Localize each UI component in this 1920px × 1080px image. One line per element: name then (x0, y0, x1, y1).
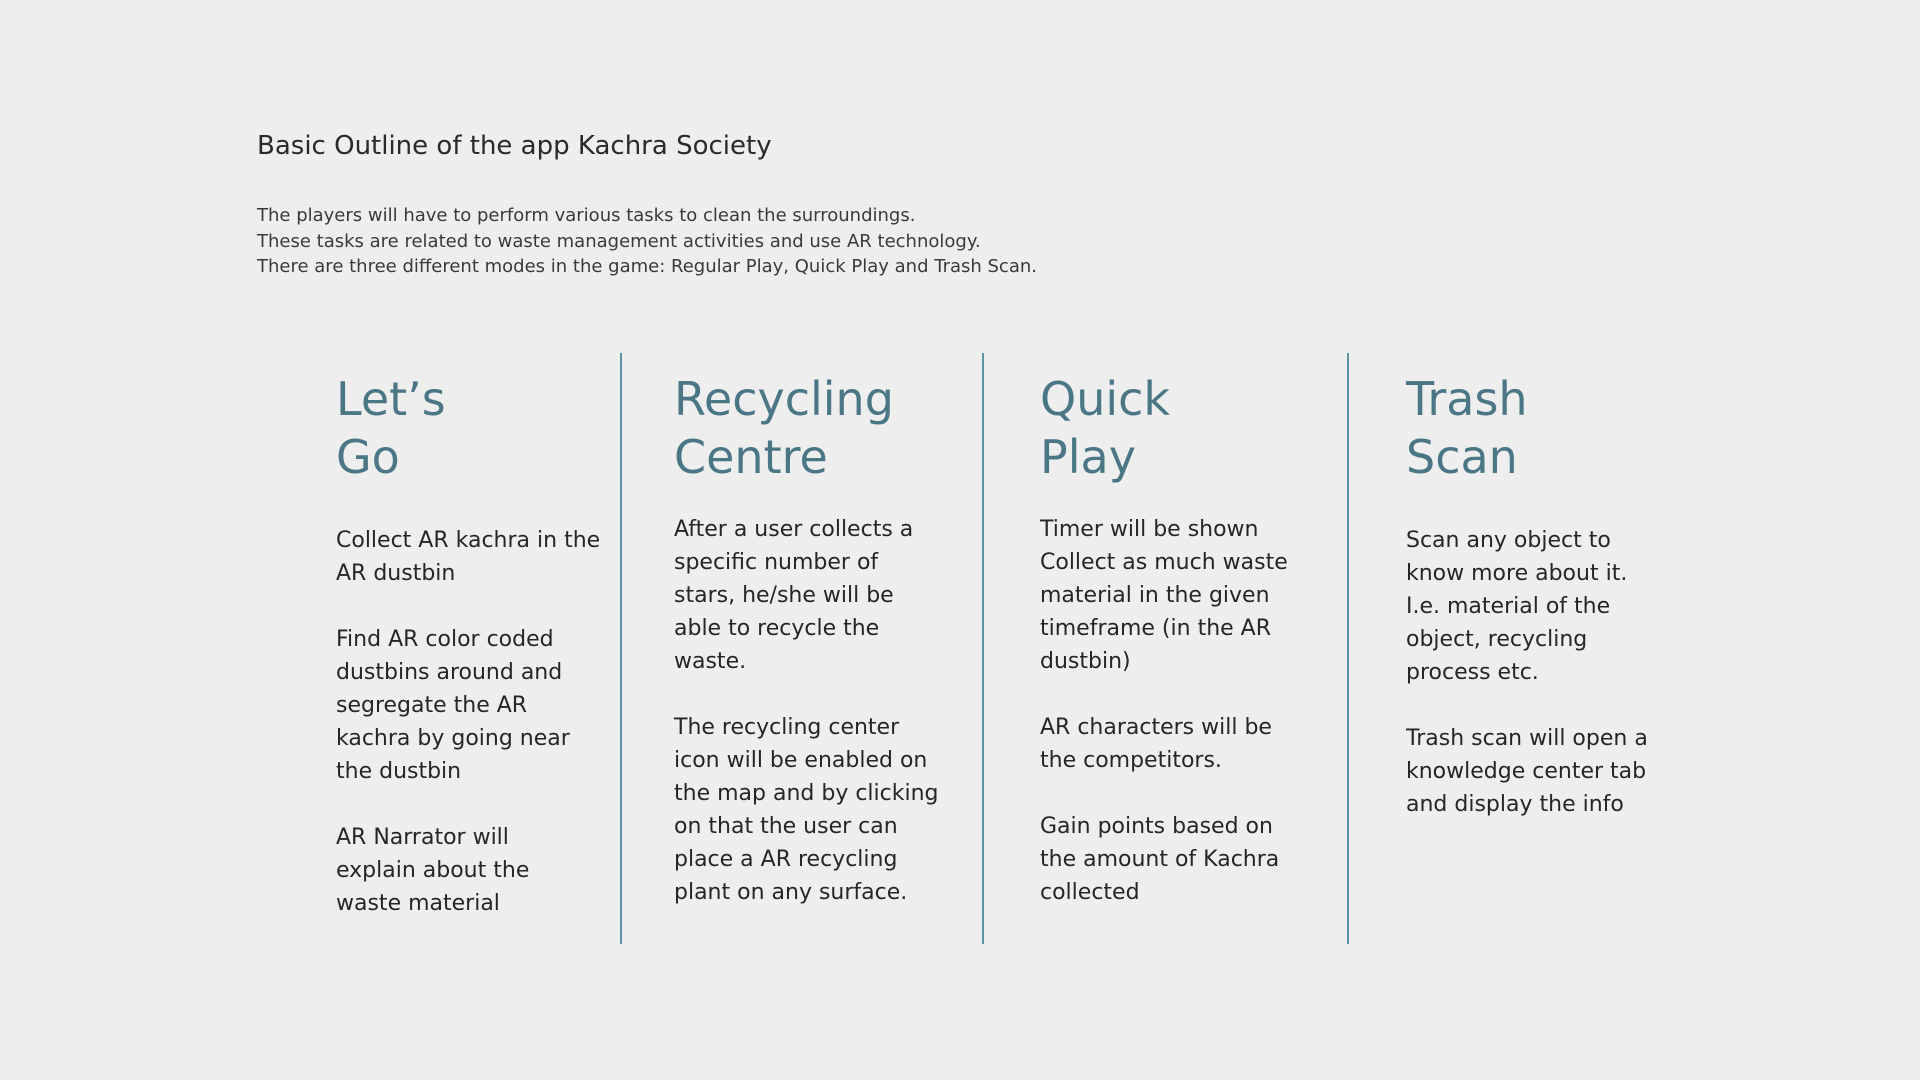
mode-paragraph: The recycling center icon will be enabled on the map and by clicking on that the user can place a AR recycling plant on any surface. (674, 715, 939, 905)
mode-column-trash-scan (1406, 370, 1648, 854)
intro-line: These tasks are related to waste management activities and use AR technology. (257, 230, 981, 252)
mode-description (1406, 524, 1648, 821)
mode-title (674, 370, 939, 486)
mode-column-quick-play (1040, 370, 1288, 942)
mode-paragraph: Scan any object to know more about it. I.e. material of the object, recycling process etc. (1406, 528, 1628, 685)
mode-paragraph: Trash scan will open a knowledge center tab and display the info (1406, 726, 1648, 817)
mode-column-recycling-centre (674, 370, 939, 942)
mode-paragraph: Gain points based on the amount of Kachra collected (1040, 814, 1280, 905)
column-divider (1347, 353, 1349, 944)
mode-title-line: Scan (1406, 430, 1518, 484)
mode-paragraph: After a user collects a specific number of stars, he/she will be able to recycle the waste. (674, 517, 914, 674)
mode-paragraph: Timer will be shown Collect as much waste material in the given timeframe (in the AR dustbin) (1040, 517, 1288, 674)
mode-description (1040, 513, 1288, 909)
column-divider (620, 353, 622, 944)
mode-title-line: Centre (674, 430, 828, 484)
intro-line: There are three different modes in the game: Regular Play, Quick Play and Trash Scan. (257, 256, 1037, 277)
mode-description (674, 513, 939, 909)
mode-paragraph: AR Narrator will explain about the waste material (336, 825, 530, 916)
mode-paragraph: AR characters will be the competitors. (1040, 715, 1272, 773)
mode-title-line: Let’s (336, 372, 446, 426)
mode-title-line: Play (1040, 430, 1136, 484)
intro-line: The players will have to perform various tasks to clean the surroundings. (257, 205, 916, 226)
mode-title-line: Trash (1406, 372, 1528, 426)
column-divider (982, 353, 984, 944)
intro-text (257, 203, 1037, 280)
mode-title-line: Go (336, 430, 400, 484)
mode-title (336, 370, 600, 486)
mode-paragraph: Collect AR kachra in the AR dustbin (336, 528, 601, 586)
mode-column-lets-go (336, 370, 600, 953)
mode-title (1040, 370, 1288, 486)
mode-paragraph: Find AR color coded dustbins around and segregate the AR kachra by going near the dustbin (336, 627, 570, 784)
mode-title-line: Quick (1040, 372, 1171, 426)
mode-title (1406, 370, 1648, 486)
mode-description (336, 524, 600, 920)
page-title: Basic Outline of the app Kachra Society (257, 131, 772, 161)
mode-title-line: Recycling (674, 372, 894, 426)
